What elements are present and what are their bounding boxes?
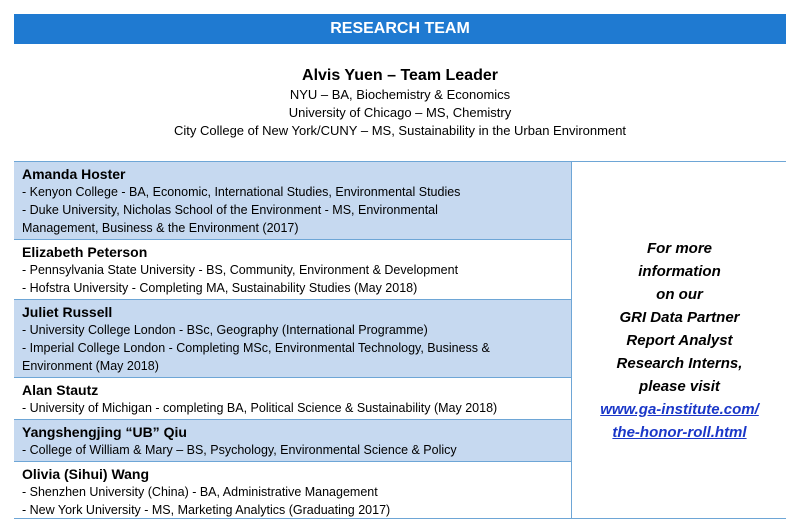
team-leader-education-line: NYU – BA, Biochemistry & Economics <box>289 87 511 102</box>
member-row <box>14 162 571 240</box>
section-title: RESEARCH TEAM <box>330 20 470 37</box>
member-row <box>14 462 571 521</box>
more-info-line: GRI Data Partner <box>619 308 740 326</box>
more-info-line: Research Interns, <box>616 354 743 372</box>
honor-roll-link[interactable] <box>600 398 759 444</box>
team-leader-education-line: City College of New York/CUNY – MS, Sustainability in the Urban Environment <box>173 123 627 138</box>
section-header <box>14 14 786 44</box>
member-row <box>14 240 571 300</box>
team-leader-name: Alvis Yuen – Team Leader <box>302 67 498 84</box>
member-education-line: - University College London - BSc, Geography (International Programme) <box>22 323 428 337</box>
member-list <box>14 162 571 521</box>
member-education-line: - Pennsylvania State University - BS, Community, Environment & Development <box>22 263 459 277</box>
more-info-line: please visit <box>639 377 720 395</box>
member-name: Alan Stautz <box>22 382 99 398</box>
member-education-line: - Shenzhen University (China) - BA, Administrative Management <box>22 485 378 499</box>
member-education-line: - Kenyon College - BA, Economic, International Studies, Environmental Studies <box>22 185 461 199</box>
team-leader-block <box>0 66 800 140</box>
member-row <box>14 420 571 462</box>
member-education-line: Environment (May 2018) <box>22 359 159 373</box>
member-education-line: - College of William & Mary – BS, Psychology, Environmental Science & Policy <box>22 443 457 457</box>
member-education-line: - New York University - MS, Marketing Analytics (Graduating 2017) <box>22 503 391 517</box>
member-education-line: - Imperial College London - Completing MSc, Environmental Technology, Business & <box>22 341 490 355</box>
more-info-panel <box>571 162 787 518</box>
more-info-line: information <box>638 262 721 280</box>
member-education-line: - University of Michigan - completing BA, Political Science & Sustainability (May 2018) <box>22 401 498 415</box>
member-education-line: - Hofstra University - Completing MA, Sustainability Studies (May 2018) <box>22 281 418 295</box>
honor-roll-link-line[interactable]: the-honor-roll.html <box>612 423 747 441</box>
member-name: Olivia (Sihui) Wang <box>22 466 150 482</box>
member-name: Yangshengjing “UB” Qiu <box>22 424 187 440</box>
more-info-line: Report Analyst <box>626 331 733 349</box>
more-info-line: For more <box>646 239 712 257</box>
member-education-line: - Duke University, Nicholas School of the Environment - MS, Environmental <box>22 203 438 217</box>
team-table <box>14 161 786 519</box>
member-name: Juliet Russell <box>22 304 113 320</box>
member-name: Elizabeth Peterson <box>22 244 148 260</box>
member-row <box>14 378 571 420</box>
member-row <box>14 300 571 378</box>
member-name: Amanda Hoster <box>22 166 126 182</box>
honor-roll-link-line[interactable]: www.ga-institute.com/ <box>600 400 759 418</box>
member-education-line: Management, Business & the Environment (2017) <box>22 221 299 235</box>
team-leader-education-line: University of Chicago – MS, Chemistry <box>288 105 512 120</box>
more-info-line: on our <box>656 285 703 303</box>
